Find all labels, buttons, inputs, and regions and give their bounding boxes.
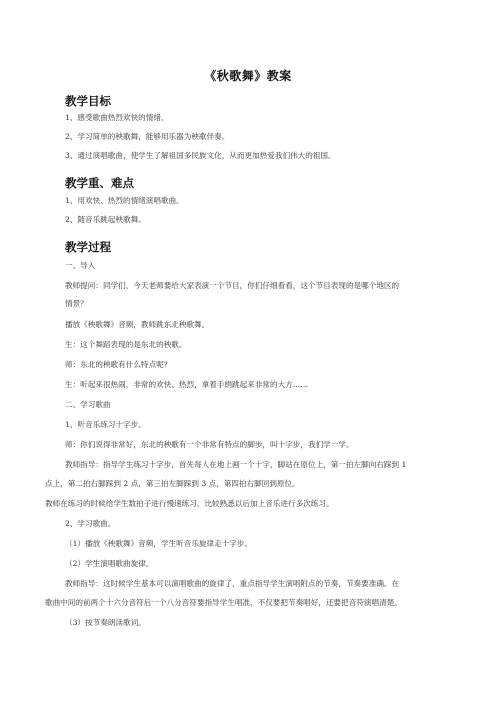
- process-line: 一、导入: [65, 261, 96, 270]
- process-line: （1）播放《秧歌舞》音频，学生听音乐旋律走十字步。: [65, 539, 253, 548]
- heading-teaching-goals: 教学目标: [65, 94, 111, 108]
- keypoint-item: 2、随音乐跳起秧歌舞。: [65, 215, 146, 224]
- process-line: 点上，第二拍右脚踩到 2 点，第三拍左脚踩到 3 点，第四拍右脚回到原位。: [45, 479, 300, 488]
- process-line: 情景？: [65, 299, 88, 308]
- heading-key-points: 教学重、难点: [65, 176, 134, 190]
- process-line: 生：听起来很热闹，非常的欢快、热烈，拿着手绢跳起来非常的大方……: [65, 380, 308, 389]
- goal-item: 2、学习简单的秧歌舞，能够用乐器为秧歌伴奏。: [65, 132, 230, 141]
- goal-item: 1、感受歌曲热烈欢快的情绪。: [65, 113, 169, 122]
- process-line: 教师在练习的时候给学生数拍子进行慢速练习，比较熟悉以后加上音乐进行多次练习。: [45, 499, 334, 508]
- process-line: 播放《秧歌舞》音频，教师跳东北秧歌舞。: [65, 320, 210, 329]
- process-line: 师：东北的秧歌有什么特点呢？: [65, 360, 172, 369]
- process-line: 教师指导：这时候学生基本可以演唱歌曲的旋律了，重点指导学生演唱附点的节奏，节奏要准确。在: [65, 579, 400, 588]
- process-line: 2、学习歌曲。: [65, 519, 116, 528]
- process-line: 歌曲中间的前两个十六分音符后一个八分音符要指导学生唱准，不仅要把节奏唱好，还要把音符演唱清楚。: [45, 598, 402, 607]
- document-title: 《秋歌舞》教案: [204, 69, 292, 83]
- process-line: 教师指导：指导学生练习十字步，首先每人在地上画一个十字，脚站在原位上，第一拍左脚向右踩到 1: [65, 460, 407, 469]
- keypoint-item: 1、用欢快、热烈的情绪演唱歌曲。: [65, 196, 184, 205]
- heading-teaching-process: 教学过程: [65, 240, 111, 254]
- process-line: 二、学习歌曲: [65, 400, 111, 409]
- process-line: （2）学生演唱歌曲旋律。: [65, 559, 154, 568]
- goal-item: 3、通过演唱歌曲，使学生了解祖国多民族文化，从而更加热爱我们伟大的祖国。: [65, 151, 336, 160]
- process-line: （3）按节奏朗读歌词。: [65, 618, 146, 627]
- process-line: 教师提问：同学们，今天老师要给大家表演一个节目，你们仔细看看，这个节目表现的是哪个地区的: [65, 281, 400, 290]
- process-line: 生：这个舞蹈表现的是东北的秧歌。: [65, 340, 187, 349]
- process-line: 师：你们说得非常好，东北的秧歌有一个非常有特点的脚步，叫十字步，我们学一学。: [65, 440, 354, 449]
- process-line: 1、听音乐练习十字步。: [65, 420, 146, 429]
